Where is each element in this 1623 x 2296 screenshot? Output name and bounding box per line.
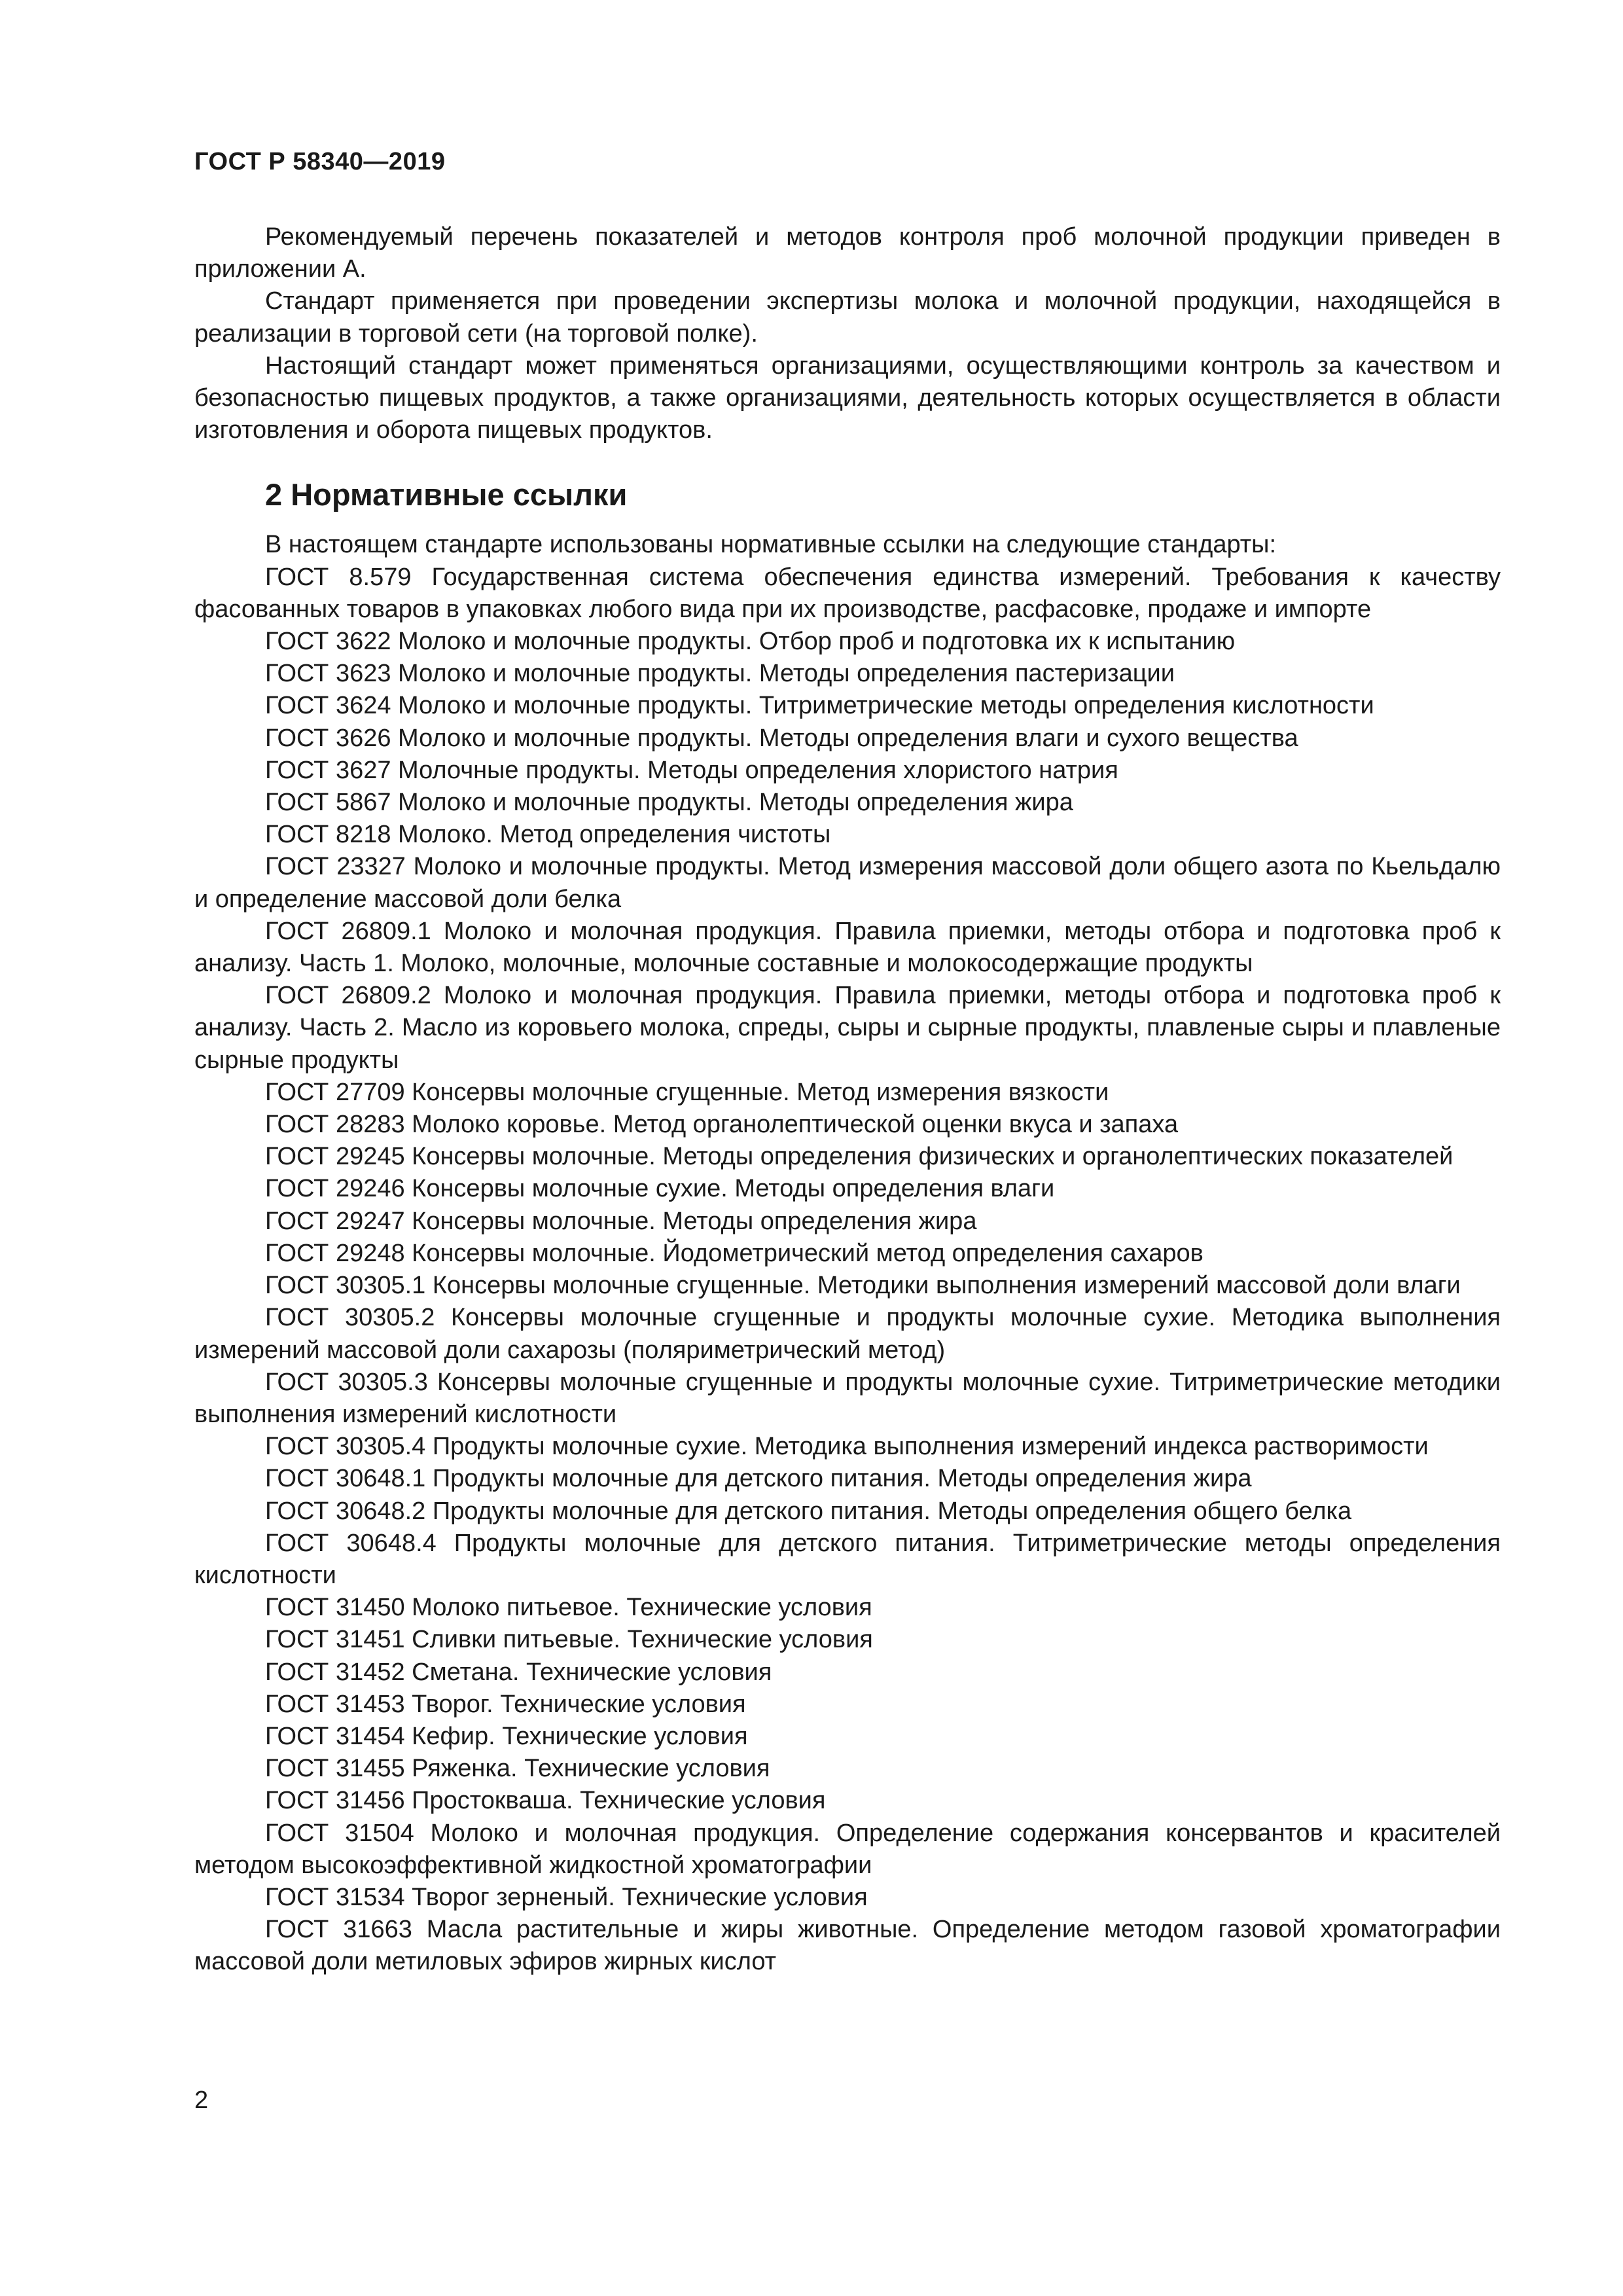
reference-item: ГОСТ 30305.2 Консервы молочные сгущенные и продукты молочные сухие. Методика выполнения измерений массовой доли сахарозы (поляриметрический метод): [194, 1304, 1501, 1364]
reference-item: ГОСТ 26809.1 Молоко и молочная продукция. Правила приемки, методы отбора и подготовка проб к анализу. Часть 1. Молоко, молочные, молочные составные и молокосодержащие продукты: [194, 917, 1501, 978]
reference-item: ГОСТ 31504 Молоко и молочная продукция. Определение содержания консервантов и красителей методом высокоэффективной жидкостной хроматографии: [194, 1819, 1501, 1879]
intro-paragraph: Настоящий стандарт может применяться организациями, осуществляющими контроль за качеством и безопасностью пищевых продуктов, а также организациями, деятельность которых осуществляется в области изготовления и оборота пищевых продуктов.: [194, 351, 1501, 444]
section-heading: 2 Нормативные ссылки: [265, 477, 628, 512]
reference-item: ГОСТ 3624 Молоко и молочные продукты. Титриметрические методы определения кислотности: [265, 692, 1374, 720]
reference-item: ГОСТ 31453 Творог. Технические условия: [265, 1690, 746, 1718]
reference-item: ГОСТ 28283 Молоко коровье. Метод органолептической оценки вкуса и запаха: [265, 1111, 1179, 1139]
reference-item: ГОСТ 27709 Консервы молочные сгущенные. Метод измерения вязкости: [265, 1078, 1109, 1106]
reference-item: ГОСТ 31450 Молоко питьевое. Технические условия: [265, 1594, 872, 1622]
reference-item: ГОСТ 31451 Сливки питьевые. Технические условия: [265, 1626, 873, 1654]
reference-item: ГОСТ 30648.2 Продукты молочные для детского питания. Методы определения общего белка: [265, 1497, 1352, 1525]
reference-item: ГОСТ 31534 Творог зерненый. Технические условия: [265, 1883, 868, 1911]
reference-item: ГОСТ 30305.4 Продукты молочные сухие. Методика выполнения измерений индекса растворимости: [265, 1433, 1429, 1461]
reference-item: ГОСТ 26809.2 Молоко и молочная продукция. Правила приемки, методы отбора и подготовка проб к анализу. Часть 2. Масло из коровьего молока, спреды, сыры и сырные продукты, плавленые сыры и плавленые сырные продукты: [194, 982, 1501, 1074]
reference-item: ГОСТ 31452 Сметана. Технические условия: [265, 1658, 772, 1686]
reference-item: ГОСТ 31455 Ряженка. Технические условия: [265, 1755, 770, 1783]
reference-item: ГОСТ 5867 Молоко и молочные продукты. Методы определения жира: [265, 789, 1073, 817]
reference-item: ГОСТ 30305.3 Консервы молочные сгущенные и продукты молочные сухие. Титриметрические методики выполнения измерений кислотности: [194, 1368, 1501, 1428]
reference-item: ГОСТ 23327 Молоко и молочные продукты. Метод измерения массовой доли общего азота по Кьельдалю и определение массовой доли белка: [194, 853, 1501, 913]
reference-item: ГОСТ 30648.1 Продукты молочные для детского питания. Методы определения жира: [265, 1465, 1252, 1493]
reference-item: ГОСТ 3623 Молоко и молочные продукты. Методы определения пастеризации: [265, 660, 1175, 688]
reference-item: ГОСТ 30305.1 Консервы молочные сгущенные. Методики выполнения измерений массовой доли влаги: [265, 1272, 1461, 1300]
reference-item: ГОСТ 29246 Консервы молочные сухие. Методы определения влаги: [265, 1175, 1055, 1203]
reference-item: ГОСТ 31456 Простокваша. Технические условия: [265, 1787, 826, 1815]
document-header: ГОСТ Р 58340—2019: [194, 148, 446, 175]
page-number: 2: [194, 2087, 209, 2114]
reference-item: ГОСТ 8218 Молоко. Метод определения чистоты: [265, 821, 831, 849]
section-lead: В настоящем стандарте использованы нормативные ссылки на следующие стандарты:: [265, 531, 1277, 559]
reference-item: ГОСТ 3622 Молоко и молочные продукты. Отбор проб и подготовка их к испытанию: [265, 628, 1236, 656]
intro-paragraph: Стандарт применяется при проведении экспертизы молока и молочной продукции, находящейся в реализации в торговой сети (на торговой полке).: [194, 287, 1501, 348]
reference-item: ГОСТ 29248 Консервы молочные. Йодометрический метод определения сахаров: [265, 1239, 1204, 1267]
reference-item: ГОСТ 3627 Молочные продукты. Методы определения хлористого натрия: [265, 756, 1118, 784]
reference-item: ГОСТ 31454 Кефир. Технические условия: [265, 1722, 748, 1750]
reference-item: ГОСТ 3626 Молоко и молочные продукты. Методы определения влаги и сухого вещества: [265, 724, 1298, 752]
reference-item: ГОСТ 29247 Консервы молочные. Методы определения жира: [265, 1207, 977, 1235]
reference-item: ГОСТ 29245 Консервы молочные. Методы определения физических и органолептических показателей: [265, 1143, 1454, 1171]
page-content: [194, 221, 1501, 1979]
reference-item: ГОСТ 8.579 Государственная система обеспечения единства измерений. Требования к качеству фасованных товаров в упаковках любого вида при их производстве, расфасовке, продаже и импорте: [194, 563, 1501, 623]
intro-paragraph: Рекомендуемый перечень показателей и методов контроля проб молочной продукции приведен в приложении А.: [194, 223, 1501, 283]
reference-item: ГОСТ 31663 Масла растительные и жиры животные. Определение методом газовой хроматографии массовой доли метиловых эфиров жирных кислот: [194, 1916, 1501, 1976]
reference-item: ГОСТ 30648.4 Продукты молочные для детского питания. Титриметрические методы определения кислотности: [194, 1529, 1501, 1589]
